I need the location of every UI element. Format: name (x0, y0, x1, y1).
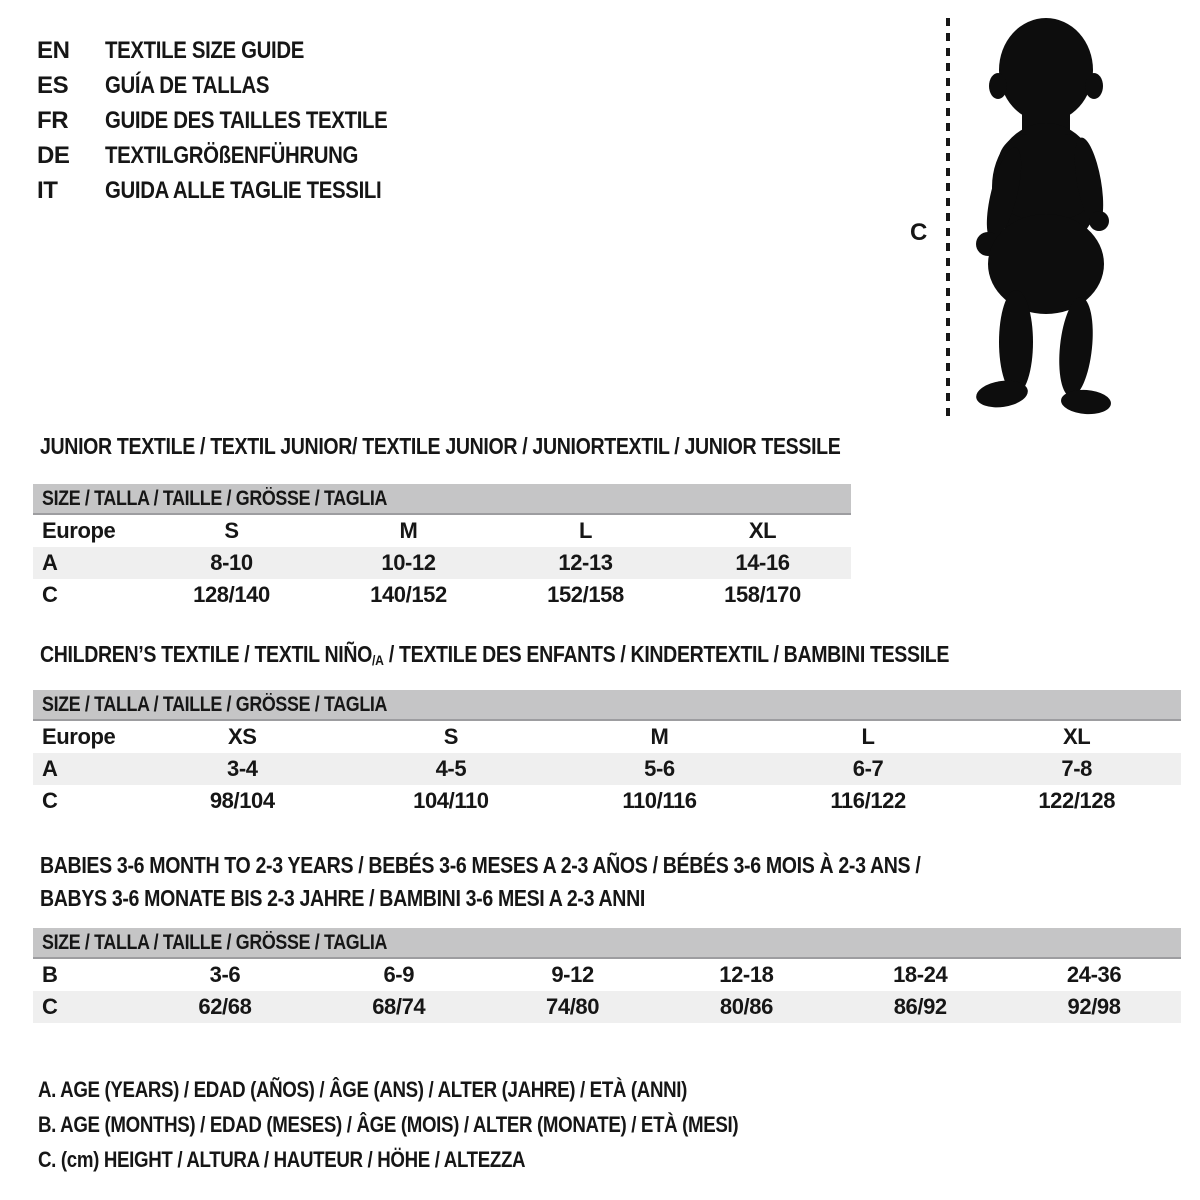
language-code: FR (37, 107, 69, 134)
value-cell: 86/92 (833, 991, 1007, 1023)
height-measure-dashed-line (946, 18, 950, 417)
legend-line-b: B. AGE (MONTHS) / EDAD (MESES) / ÂGE (MOIS) / ALTER (MONATE) / ETÀ (MESI) (38, 1112, 739, 1137)
language-label: TEXTILGRÖßENFÜHRUNG (105, 142, 359, 169)
value-cell: 122/128 (1038, 788, 1116, 813)
size-header-bar: SIZE / TALLA / TAILLE / GRÖSSE / TAGLIA (33, 484, 851, 514)
language-label: GUÍA DE TALLAS (105, 72, 270, 99)
language-code: IT (37, 177, 58, 204)
value-cell: 12-13 (497, 547, 674, 579)
row-label-cell: B (42, 962, 58, 987)
value-cell: 98/104 (209, 788, 275, 813)
language-label: GUIDE DES TAILLES TEXTILE (105, 107, 388, 134)
value-cell: 104/110 (413, 788, 489, 813)
row-label-cell: C (33, 991, 138, 1023)
value-cell: 62/68 (138, 991, 312, 1023)
value-cell: 6-9 (383, 962, 415, 987)
row-label-cell: C (42, 788, 58, 813)
height-measure-label: C (910, 219, 927, 246)
col-header-cell: XL (1063, 724, 1091, 749)
col-header-cell: XS (228, 724, 257, 749)
size-header-bar: SIZE / TALLA / TAILLE / GRÖSSE / TAGLIA (33, 690, 1181, 720)
legend-line-c: C. (cm) HEIGHT / ALTURA / HAUTEUR / HÖHE / ALTEZZA (38, 1147, 526, 1172)
language-code: DE (37, 142, 70, 169)
language-list (37, 33, 437, 208)
row-label-cell: A (33, 753, 138, 785)
value-cell: 3-6 (209, 962, 241, 987)
title-subscript: /A (371, 653, 384, 669)
row-label-cell: A (33, 547, 143, 579)
children-section-title: CHILDREN’S TEXTILE / TEXTIL NIÑO/A / TEXTILE DES ENFANTS / KINDERTEXTIL / BAMBINI TESSILE (40, 641, 950, 669)
row-label-cell: C (42, 582, 58, 607)
toddler-silhouette (958, 12, 1136, 416)
measure-legend (38, 1072, 862, 1177)
col-header-cell: M (650, 724, 669, 749)
value-cell: 4-5 (347, 753, 556, 785)
value-cell: 152/158 (547, 582, 624, 607)
value-cell: 6-7 (764, 753, 973, 785)
language-row-it (37, 173, 437, 208)
babies-size-table (33, 928, 1181, 1023)
language-row-de (37, 138, 437, 173)
region-label-cell: Europe (42, 724, 116, 749)
language-row-es (37, 68, 437, 103)
value-cell: 24-36 (1066, 962, 1122, 987)
value-cell: 80/86 (659, 991, 833, 1023)
col-header-cell: M (399, 518, 418, 543)
value-cell: 12-18 (719, 962, 774, 987)
value-cell: 116/122 (830, 788, 906, 813)
value-cell: 7-8 (972, 753, 1181, 785)
col-header-cell: S (443, 724, 459, 749)
value-cell: 18-24 (893, 962, 948, 987)
value-cell: 140/152 (370, 582, 447, 607)
value-cell: 5-6 (555, 753, 764, 785)
col-header-cell: S (224, 518, 239, 543)
value-cell: 128/140 (193, 582, 270, 607)
col-header-cell: L (578, 518, 593, 543)
language-row-fr (37, 103, 437, 138)
col-header-cell: L (861, 724, 875, 749)
value-cell: 3-4 (138, 753, 347, 785)
value-cell: 9-12 (551, 962, 594, 987)
language-row-en (37, 33, 437, 68)
legend-line-a: A. AGE (YEARS) / EDAD (AÑOS) / ÂGE (ANS) / ALTER (JAHRE) / ETÀ (ANNI) (38, 1077, 688, 1102)
value-cell: 74/80 (486, 991, 660, 1023)
size-header-bar: SIZE / TALLA / TAILLE / GRÖSSE / TAGLIA (33, 928, 1181, 958)
language-label: GUIDA ALLE TAGLIE TESSILI (105, 177, 382, 204)
value-cell: 92/98 (1007, 991, 1181, 1023)
junior-section-title: JUNIOR TEXTILE / TEXTIL JUNIOR/ TEXTILE JUNIOR / JUNIORTEXTIL / JUNIOR TESSILE (40, 433, 841, 459)
value-cell: 8-10 (143, 547, 320, 579)
language-code: ES (37, 72, 69, 99)
value-cell: 110/116 (622, 788, 697, 813)
value-cell: 158/170 (724, 582, 801, 607)
value-cell: 14-16 (674, 547, 851, 579)
babies-section-title: BABIES 3-6 MONTH TO 2-3 YEARS / BEBÉS 3-6 MESES A 2-3 AÑOS / BÉBÉS 3-6 MOIS À 2-3 ANS / BABYS 3-6 MONATE BIS 2-3 JAHRE / BAMBINI 3-6 MESI A 2-3 ANNI (40, 852, 921, 911)
value-cell: 10-12 (320, 547, 497, 579)
value-cell: 68/74 (312, 991, 486, 1023)
children-size-table (33, 690, 1181, 817)
col-header-cell: XL (748, 518, 777, 543)
junior-size-table (33, 484, 851, 611)
language-code: EN (37, 37, 70, 64)
region-label-cell: Europe (42, 518, 116, 543)
language-label: TEXTILE SIZE GUIDE (105, 37, 305, 64)
